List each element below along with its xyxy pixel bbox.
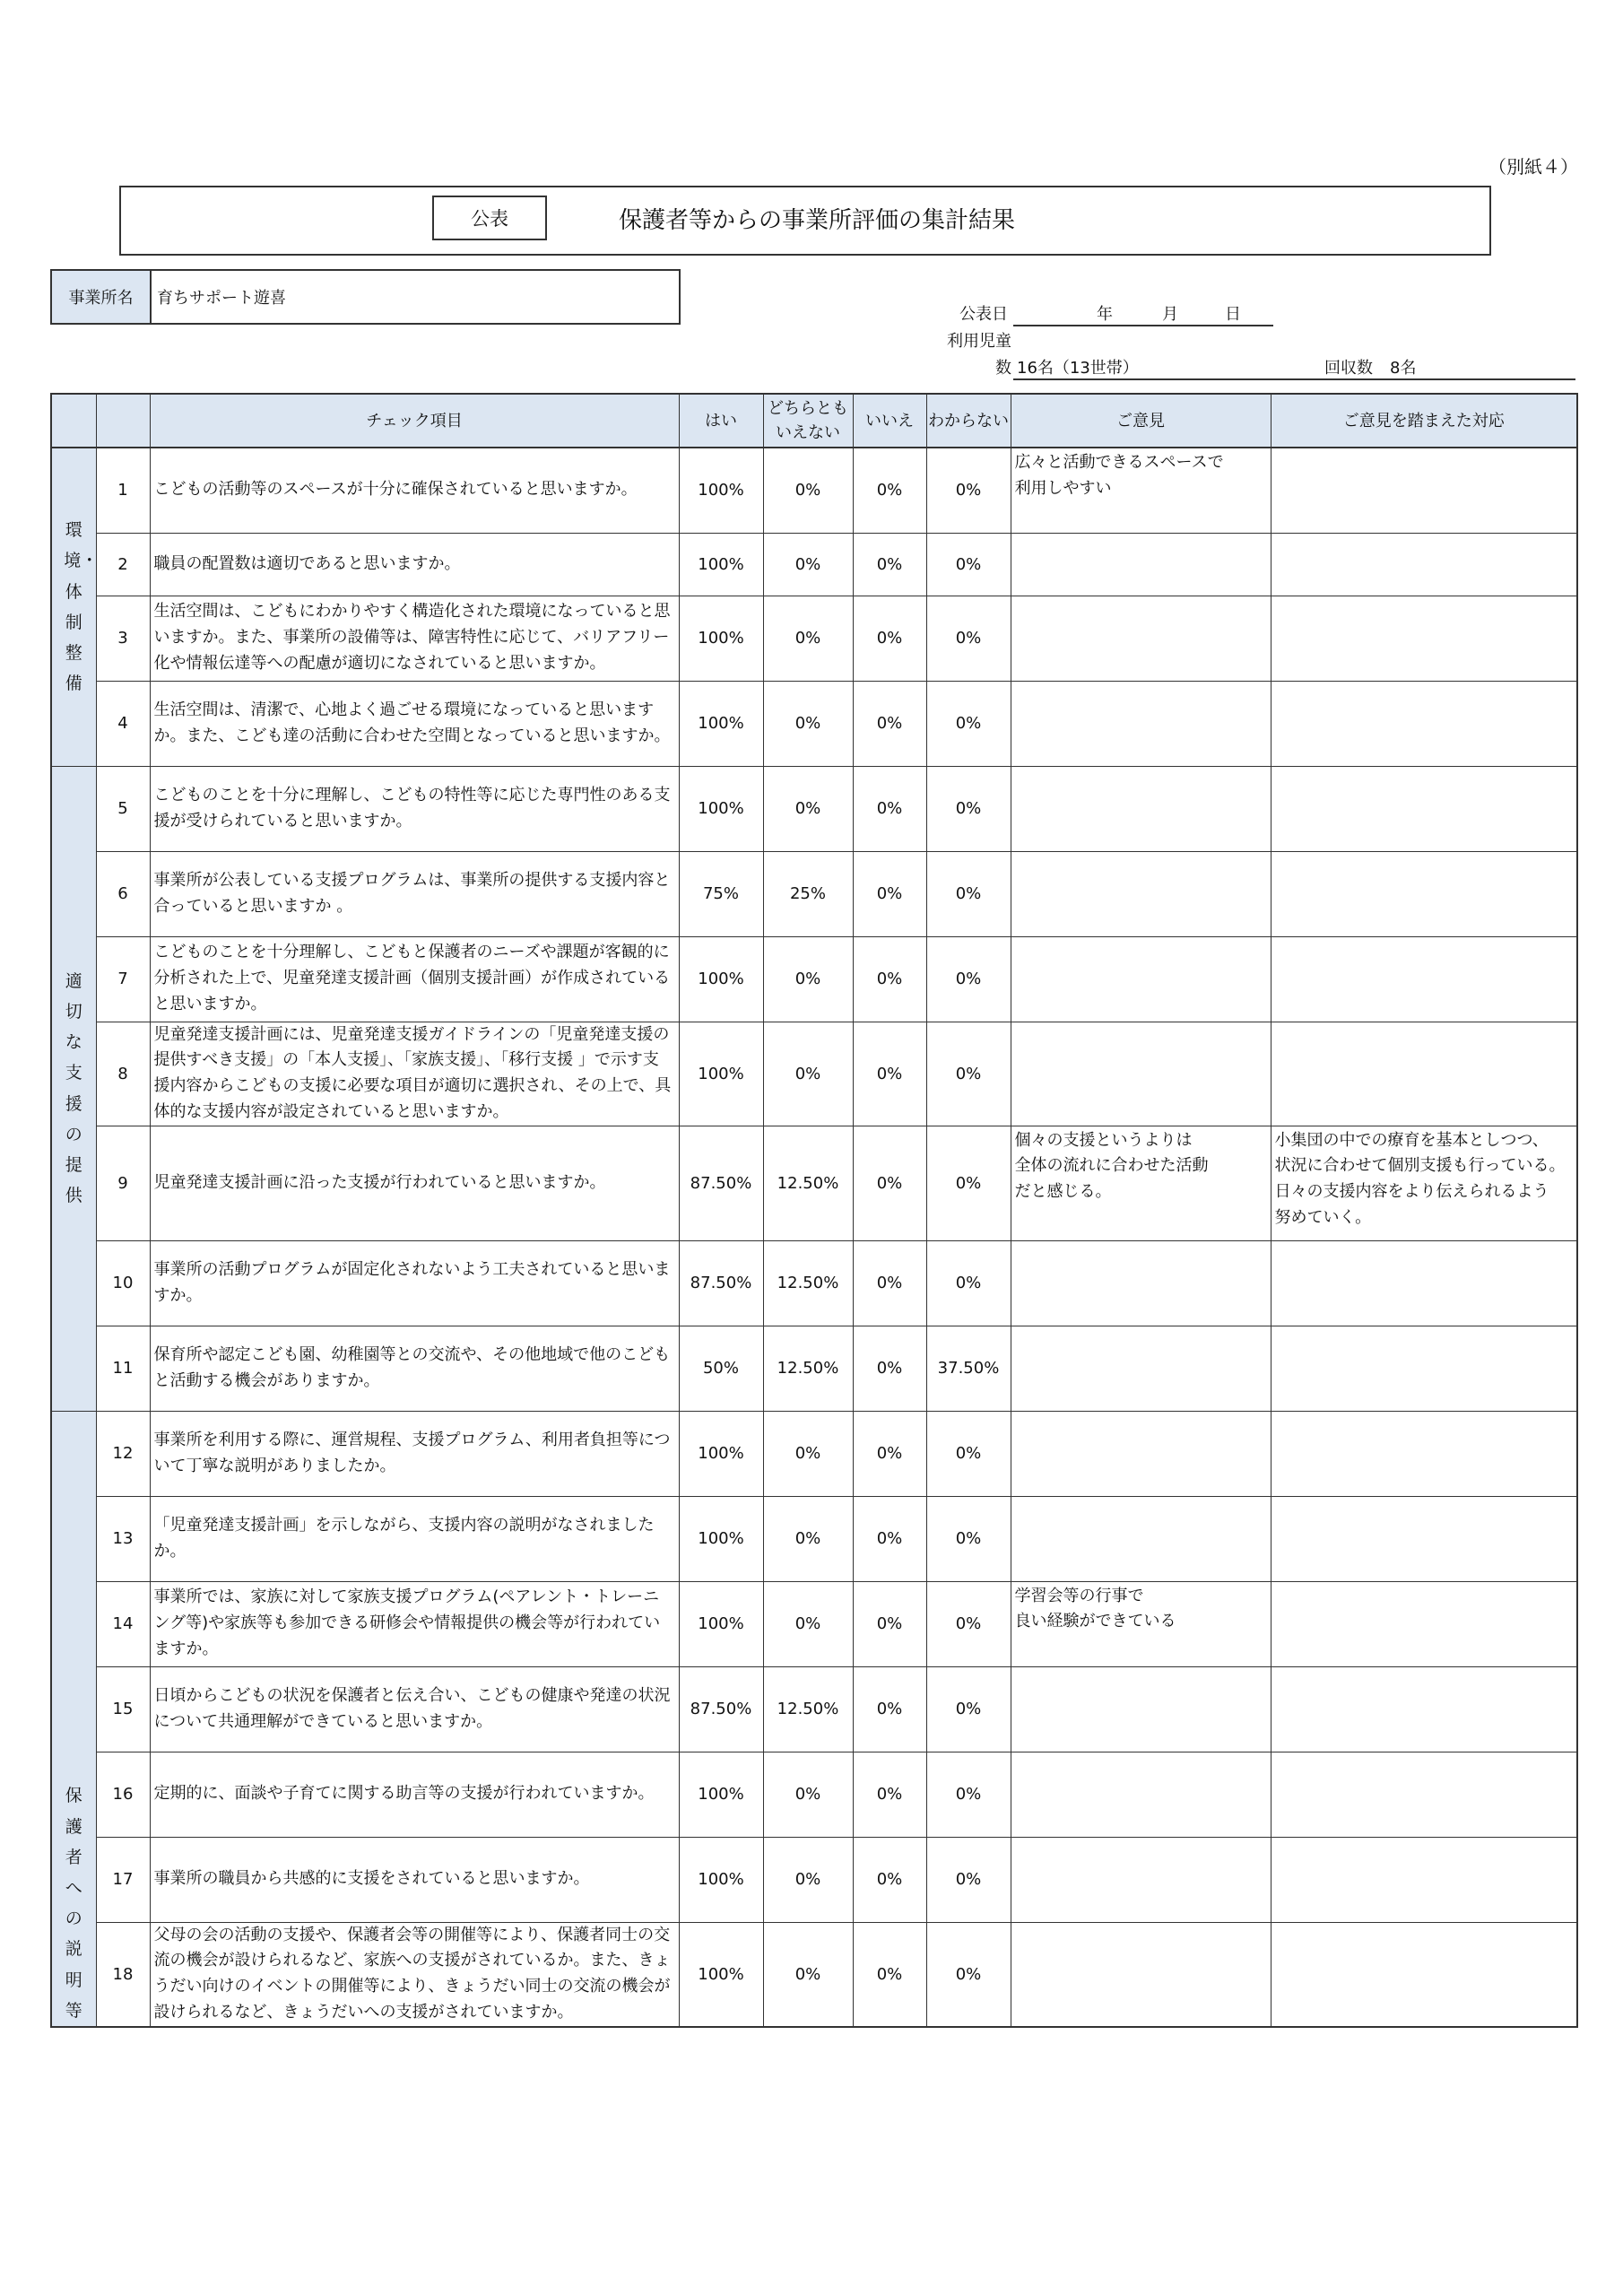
yes-percent: 100% [679, 681, 763, 766]
check-item-text: 定期的に、面談や子育てに関する助言等の支援が行われていますか。 [150, 1752, 679, 1837]
unknown-percent: 0% [926, 1022, 1011, 1126]
category-label: 適切な支援の提供 [65, 970, 82, 1206]
table-row [51, 1496, 1577, 1581]
opinion-text [1011, 681, 1271, 766]
unknown-percent: 0% [926, 766, 1011, 851]
table-row [51, 1126, 1577, 1240]
unknown-percent: 37.50% [926, 1326, 1011, 1411]
unknown-percent: 0% [926, 1581, 1011, 1666]
yes-percent: 87.50% [679, 1666, 763, 1752]
collected-count-label: 回収数 [1324, 359, 1373, 378]
opinion-text [1011, 533, 1271, 596]
no-percent: 0% [853, 1326, 926, 1411]
yes-percent: 100% [679, 766, 763, 851]
unknown-percent: 0% [926, 681, 1011, 766]
yes-percent: 100% [679, 1411, 763, 1496]
response-text [1271, 936, 1577, 1022]
check-item-text: 生活空間は、こどもにわかりやすく構造化された環境になっていると思いますか。また、事業所の設備等は、障害特性に応じて、バリアフリー化や情報伝達等への配慮が適切になされていると思いますか。 [150, 596, 679, 681]
header-neither [763, 394, 853, 448]
neither-percent: 0% [763, 936, 853, 1022]
unknown-percent: 0% [926, 1411, 1011, 1496]
yes-percent: 100% [679, 596, 763, 681]
row-number: 9 [96, 1126, 150, 1240]
header-neither-line1: どちらとも [768, 399, 848, 418]
yes-percent: 100% [679, 1581, 763, 1666]
category-label: 保護者への説明等 [65, 1786, 82, 2021]
yes-percent: 87.50% [679, 1240, 763, 1326]
no-percent: 0% [853, 1922, 926, 2027]
no-percent: 0% [853, 1752, 926, 1837]
no-percent: 0% [853, 766, 926, 851]
neither-percent: 0% [763, 1411, 853, 1496]
category-cell [51, 1411, 96, 2027]
table-row [51, 596, 1577, 681]
table-row [51, 681, 1577, 766]
opinion-text [1011, 1922, 1271, 2027]
table-row [51, 1022, 1577, 1126]
opinion-text [1011, 936, 1271, 1022]
check-item-text: 事業所が公表している支援プログラムは、事業所の提供する支援内容と合っていると思いますか 。 [150, 851, 679, 936]
check-item-text: 「児童発達支援計画」を示しながら、支援内容の説明がなされましたか。 [150, 1496, 679, 1581]
header-yes: はい [679, 394, 763, 448]
no-percent: 0% [853, 448, 926, 533]
table-row [51, 1240, 1577, 1326]
yes-percent: 50% [679, 1326, 763, 1411]
unknown-percent: 0% [926, 1240, 1011, 1326]
neither-percent: 0% [763, 1496, 853, 1581]
no-percent: 0% [853, 533, 926, 596]
header-category [51, 394, 96, 448]
check-item-text: 父母の会の活動の支援や、保護者会等の開催等により、保護者同士の交流の機会が設けられるなど、家族への支援がされているか。また、きょうだい向けのイベントの開催等により、きょうだい同士の交流の機会が設けられるなど、きょうだいへの支援がされていますか。 [150, 1922, 679, 2027]
month-label: 月 [1162, 305, 1178, 324]
header-response: ご意見を踏まえた対応 [1271, 394, 1577, 448]
table-row [51, 766, 1577, 851]
category-label: 環境・体制整備 [64, 520, 99, 694]
office-name: 育ちサポート遊喜 [157, 289, 286, 308]
opinion-text [1011, 1022, 1271, 1126]
response-text [1271, 448, 1577, 533]
row-number: 11 [96, 1326, 150, 1411]
table-row [51, 448, 1577, 533]
row-number: 5 [96, 766, 150, 851]
response-text [1271, 1922, 1577, 2027]
unknown-percent: 0% [926, 1496, 1011, 1581]
response-text [1271, 1411, 1577, 1496]
table-row [51, 1411, 1577, 1496]
header-opinion: ご意見 [1011, 394, 1271, 448]
table-row [51, 1326, 1577, 1411]
yes-percent: 100% [679, 1022, 763, 1126]
neither-percent: 12.50% [763, 1666, 853, 1752]
yes-percent: 75% [679, 851, 763, 936]
header-neither-line2: いえない [776, 423, 840, 442]
collected-count-value: 8名 [1390, 359, 1417, 378]
response-text [1271, 533, 1577, 596]
row-number: 10 [96, 1240, 150, 1326]
table-row [51, 533, 1577, 596]
unknown-percent: 0% [926, 851, 1011, 936]
opinion-text [1011, 1411, 1271, 1496]
check-item-text: 保育所や認定こども園、幼稚園等との交流や、その他地域で他のこどもと活動する機会がありますか。 [150, 1326, 679, 1411]
response-text [1271, 851, 1577, 936]
neither-percent: 25% [763, 851, 853, 936]
row-number: 7 [96, 936, 150, 1022]
unknown-percent: 0% [926, 1837, 1011, 1922]
neither-percent: 0% [763, 533, 853, 596]
response-text [1271, 596, 1577, 681]
office-box [50, 269, 681, 325]
response-text [1271, 1581, 1577, 1666]
row-number: 18 [96, 1922, 150, 2027]
check-item-text: こどもの活動等のスペースが十分に確保されていると思いますか。 [150, 448, 679, 533]
row-number: 3 [96, 596, 150, 681]
yes-percent: 87.50% [679, 1126, 763, 1240]
row-number: 12 [96, 1411, 150, 1496]
check-item-text: 児童発達支援計画に沿った支援が行われていると思いますか。 [150, 1126, 679, 1240]
annex-label: （別紙４） [1488, 156, 1578, 178]
unknown-percent: 0% [926, 1126, 1011, 1240]
opinion-text [1011, 851, 1271, 936]
row-number: 13 [96, 1496, 150, 1581]
response-text: 小集団の中での療育を基本としつつ、 状況に合わせて個別支援も行っている。 日々の支援内容をより伝えられるよう 努めていく。 [1271, 1126, 1577, 1240]
no-percent: 0% [853, 1022, 926, 1126]
opinion-text: 学習会等の行事で 良い経験ができている [1011, 1581, 1271, 1666]
yes-percent: 100% [679, 448, 763, 533]
category-cell [51, 766, 96, 1411]
children-count-label-cont: 数 [995, 359, 1011, 378]
check-item-text: 職員の配置数は適切であると思いますか。 [150, 533, 679, 596]
neither-percent: 0% [763, 681, 853, 766]
table-row [51, 936, 1577, 1022]
response-text [1271, 766, 1577, 851]
unknown-percent: 0% [926, 936, 1011, 1022]
no-percent: 0% [853, 1837, 926, 1922]
document-title: 保護者等からの事業所評価の集計結果 [619, 207, 1016, 234]
publication-date-underline [1013, 325, 1273, 326]
table-row [51, 1922, 1577, 2027]
no-percent: 0% [853, 681, 926, 766]
table-row [51, 1666, 1577, 1752]
no-percent: 0% [853, 1666, 926, 1752]
unknown-percent: 0% [926, 1666, 1011, 1752]
no-percent: 0% [853, 1411, 926, 1496]
neither-percent: 0% [763, 448, 853, 533]
info-underline [1013, 378, 1575, 380]
header-item: チェック項目 [150, 394, 679, 448]
public-tag: 公表 [432, 196, 547, 240]
neither-percent: 12.50% [763, 1326, 853, 1411]
check-item-text: 事業所では、家族に対して家族支援プログラム(ペアレント・トレーニング等)や家族等も参加できる研修会や情報提供の機会等が行われていますか。 [150, 1581, 679, 1666]
table-row [51, 851, 1577, 936]
opinion-text: 個々の支援というよりは 全体の流れに合わせた活動 だと感じる。 [1011, 1126, 1271, 1240]
check-item-text: 事業所の職員から共感的に支援をされていると思いますか。 [150, 1837, 679, 1922]
table-row [51, 1752, 1577, 1837]
row-number: 2 [96, 533, 150, 596]
no-percent: 0% [853, 1581, 926, 1666]
header-unknown: わからない [926, 394, 1011, 448]
row-number: 14 [96, 1581, 150, 1666]
yes-percent: 100% [679, 1496, 763, 1581]
no-percent: 0% [853, 1496, 926, 1581]
neither-percent: 0% [763, 596, 853, 681]
opinion-text [1011, 1496, 1271, 1581]
response-text [1271, 1837, 1577, 1922]
no-percent: 0% [853, 596, 926, 681]
unknown-percent: 0% [926, 533, 1011, 596]
yes-percent: 100% [679, 1752, 763, 1837]
children-count-value: 16名（13世帯） [1017, 359, 1139, 378]
publication-date-label: 公表日 [959, 305, 1008, 324]
row-number: 1 [96, 448, 150, 533]
neither-percent: 0% [763, 766, 853, 851]
opinion-text [1011, 1752, 1271, 1837]
yes-percent: 100% [679, 1837, 763, 1922]
no-percent: 0% [853, 936, 926, 1022]
yes-percent: 100% [679, 1922, 763, 2027]
check-item-text: 事業所の活動プログラムが固定化されないよう工夫されていると思いますか。 [150, 1240, 679, 1326]
neither-percent: 0% [763, 1752, 853, 1837]
opinion-text [1011, 1240, 1271, 1326]
check-item-text: 生活空間は、清潔で、心地よく過ごせる環境になっていると思いますか。また、こども達の活動に合わせた空間となっていると思いますか。 [150, 681, 679, 766]
office-label: 事業所名 [52, 271, 152, 323]
neither-percent: 0% [763, 1837, 853, 1922]
response-text [1271, 1326, 1577, 1411]
opinion-text: 広々と活動できるスペースで 利用しやすい [1011, 448, 1271, 533]
opinion-text [1011, 1666, 1271, 1752]
response-text [1271, 1752, 1577, 1837]
row-number: 8 [96, 1022, 150, 1126]
response-text [1271, 681, 1577, 766]
row-number: 6 [96, 851, 150, 936]
unknown-percent: 0% [926, 1752, 1011, 1837]
table-header-row [51, 394, 1577, 448]
check-item-text: こどものことを十分理解し、こどもと保護者のニーズや課題が客観的に分析された上で、児童発達支援計画（個別支援計画）が作成されていると思いますか。 [150, 936, 679, 1022]
neither-percent: 0% [763, 1922, 853, 2027]
header-number [96, 394, 150, 448]
row-number: 17 [96, 1837, 150, 1922]
yes-percent: 100% [679, 533, 763, 596]
check-item-text: 事業所を利用する際に、運営規程、支援プログラム、利用者負担等について丁寧な説明がありましたか。 [150, 1411, 679, 1496]
neither-percent: 0% [763, 1022, 853, 1126]
unknown-percent: 0% [926, 448, 1011, 533]
unknown-percent: 0% [926, 1922, 1011, 2027]
no-percent: 0% [853, 1240, 926, 1326]
check-item-text: こどものことを十分に理解し、こどもの特性等に応じた専門性のある支援が受けられていると思いますか。 [150, 766, 679, 851]
opinion-text [1011, 1837, 1271, 1922]
row-number: 15 [96, 1666, 150, 1752]
evaluation-table [50, 393, 1578, 2028]
opinion-text [1011, 1326, 1271, 1411]
yes-percent: 100% [679, 936, 763, 1022]
neither-percent: 0% [763, 1581, 853, 1666]
day-label: 日 [1225, 305, 1241, 324]
response-text [1271, 1022, 1577, 1126]
table-body [51, 448, 1577, 2027]
check-item-text: 日頃からこどもの状況を保護者と伝え合い、こどもの健康や発達の状況について共通理解ができていると思いますか。 [150, 1666, 679, 1752]
no-percent: 0% [853, 851, 926, 936]
response-text [1271, 1666, 1577, 1752]
opinion-text [1011, 596, 1271, 681]
row-number: 4 [96, 681, 150, 766]
row-number: 16 [96, 1752, 150, 1837]
neither-percent: 12.50% [763, 1126, 853, 1240]
children-count-label: 利用児童 [947, 332, 1011, 351]
year-label: 年 [1097, 305, 1113, 324]
neither-percent: 12.50% [763, 1240, 853, 1326]
header-no: いいえ [853, 394, 926, 448]
check-item-text: 児童発達支援計画には、児童発達支援ガイドラインの「児童発達支援の提供すべき支援」の「本人支援」、「家族支援」、「移行支援 」で示す支援内容からこどもの支援に必要な項目が適切に選択され、その上で、具体的な支援内容が設定されていると思いますか。 [150, 1022, 679, 1126]
unknown-percent: 0% [926, 596, 1011, 681]
table-row [51, 1581, 1577, 1666]
response-text [1271, 1240, 1577, 1326]
no-percent: 0% [853, 1126, 926, 1240]
response-text [1271, 1496, 1577, 1581]
opinion-text [1011, 766, 1271, 851]
table-row [51, 1837, 1577, 1922]
category-cell [51, 448, 99, 766]
